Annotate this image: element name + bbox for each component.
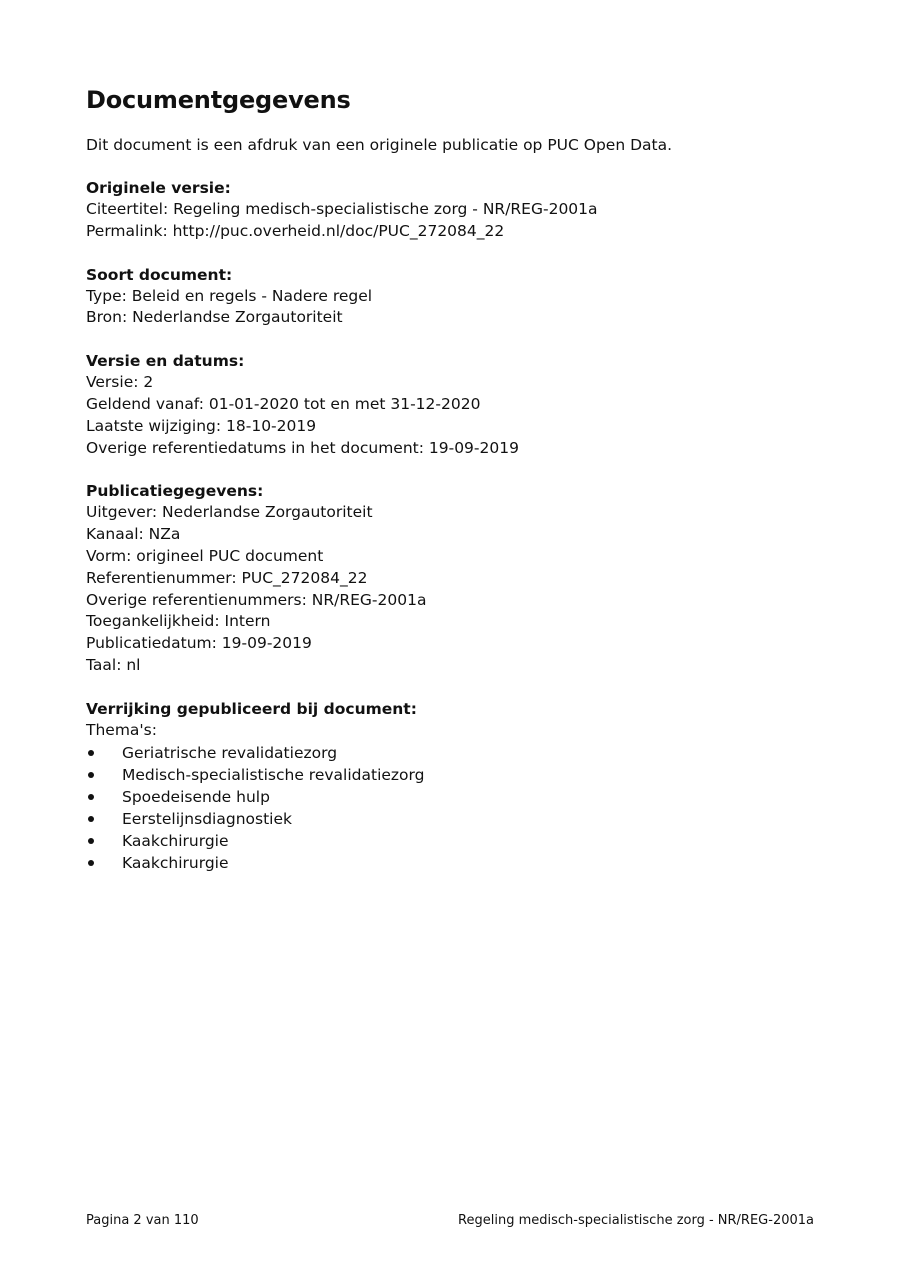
bron-line: Bron: Nederlandse Zorgautoriteit [86, 308, 343, 327]
citeertitel-line: Citeertitel: Regeling medisch-specialistische zorg - NR/REG-2001a [86, 200, 598, 218]
themes-list [86, 742, 826, 874]
section-soort-document [86, 264, 826, 330]
type-line: Type: Beleid en regels - Nadere regel [86, 286, 373, 305]
list-item [86, 786, 826, 808]
list-item [86, 808, 826, 830]
theme-label: Medisch-specialistische revalidatiezorg [122, 765, 425, 784]
overige-referentiedatums-line: Overige referentiedatums in het document: 19-09-2019 [86, 438, 519, 457]
section-originele-versie [86, 177, 826, 243]
versie-line: Versie: 2 [86, 373, 154, 392]
section-title: Soort document: [86, 265, 233, 284]
bullet-icon [88, 838, 94, 844]
bullet-icon [88, 816, 94, 822]
list-item [86, 852, 826, 874]
referentienummer-line: Referentienummer: PUC_272084_22 [86, 568, 368, 587]
geldend-vanaf-line: Geldend vanaf: 01-01-2020 tot en met 31-12-2020 [86, 394, 481, 413]
bullet-icon [88, 750, 94, 756]
theme-label: Eerstelijnsdiagnostiek [122, 809, 292, 828]
section-title: Versie en datums: [86, 352, 245, 371]
overige-referentienummers-line: Overige referentienummers: NR/REG-2001a [86, 590, 427, 609]
section-title: Originele versie: [86, 179, 231, 197]
list-item [86, 830, 826, 852]
theme-label: Kaakchirurgie [122, 831, 229, 850]
list-item [86, 764, 826, 786]
theme-label: Kaakchirurgie [122, 853, 229, 872]
footer-document-title: Regeling medisch-specialistische zorg - NR/REG-2001a [458, 1213, 814, 1228]
footer-page-number: Pagina 2 van 110 [86, 1213, 199, 1228]
theme-label: Spoedeisende hulp [122, 787, 270, 806]
kanaal-line: Kanaal: NZa [86, 525, 181, 544]
taal-line: Taal: nl [86, 655, 141, 674]
bullet-icon [88, 794, 94, 800]
bullet-icon [88, 772, 94, 778]
section-publicatiegegevens [86, 480, 826, 676]
section-title: Publicatiegegevens: [86, 482, 264, 501]
list-item [86, 742, 826, 764]
themes-label: Thema's: [86, 720, 157, 739]
laatste-wijziging-line: Laatste wijziging: 18-10-2019 [86, 416, 317, 435]
toegankelijkheid-line: Toegankelijkheid: Intern [86, 612, 271, 631]
bullet-icon [88, 860, 94, 866]
section-title: Verrijking gepubliceerd bij document: [86, 699, 417, 718]
vorm-line: Vorm: origineel PUC document [86, 546, 324, 565]
page-title: Documentgegevens [86, 86, 351, 114]
permalink-line: Permalink: http://puc.overheid.nl/doc/PUC_272084_22 [86, 221, 505, 240]
section-verrijking [86, 698, 826, 874]
section-versie-en-datums [86, 350, 826, 459]
publicatiedatum-line: Publicatiedatum: 19-09-2019 [86, 634, 312, 653]
theme-label: Geriatrische revalidatiezorg [122, 743, 338, 762]
document-page [86, 84, 826, 874]
uitgever-line: Uitgever: Nederlandse Zorgautoriteit [86, 503, 373, 522]
intro-text: Dit document is een afdruk van een originele publicatie op PUC Open Data. [86, 136, 673, 154]
